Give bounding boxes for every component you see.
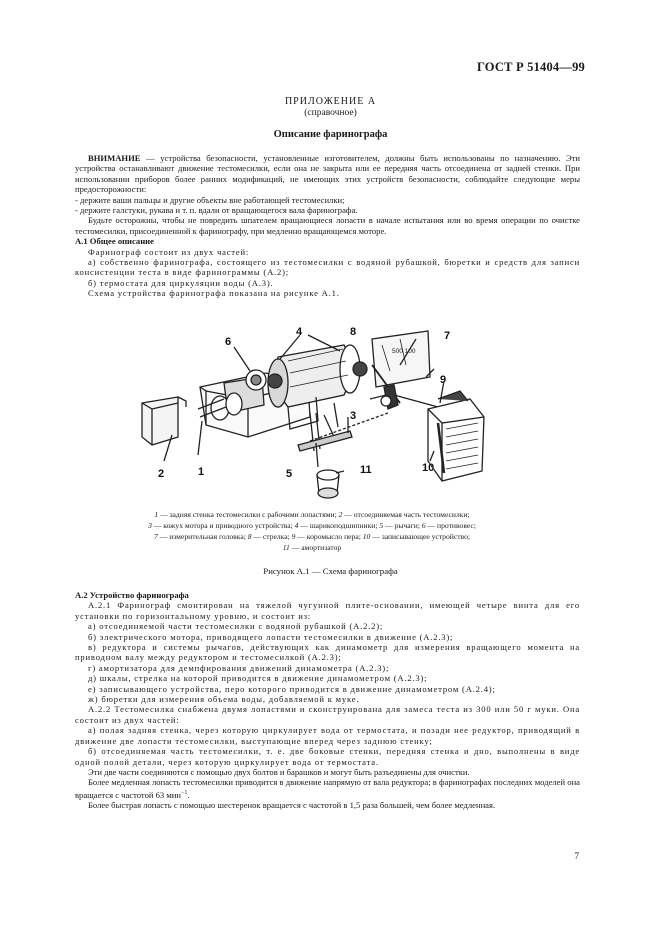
- legend-num: 5: [379, 521, 384, 530]
- legend-num: 1: [154, 510, 159, 519]
- diagram-callout-2: 2: [158, 468, 165, 480]
- diagram-bearing: [353, 362, 367, 376]
- diagram-callout-8: 8: [350, 326, 357, 338]
- legend-num: 7: [154, 532, 158, 541]
- diagram-callout-11: 11: [360, 464, 372, 476]
- caution-paragraph: Будьте осторожны, чтобы не повредить шпателем вращающиеся лопасти в начале испытания или во время операции по очистке тестомесилки, присоединенной к фаринографу, при медленно вращающемся моторе.: [75, 215, 580, 236]
- figure-caption: Рисунок А.1 — Схема фаринографа: [263, 566, 398, 576]
- a1-item: б) термостата для циркуляции воды (А.3).: [88, 277, 274, 288]
- legend-num: 10: [362, 532, 371, 541]
- standard-code: ГОСТ Р 51404—99: [476, 60, 585, 74]
- farinograph-diagram: [138, 325, 498, 507]
- diagram-scale-label: 500 100: [392, 348, 416, 355]
- a2-paragraph-text: Более медленная лопасть тестомесилки приводится в движение напрямую от вала редуктора; в фаринографах последних моделей она вращается с частотой 63 мин: [75, 777, 580, 800]
- legend-num: 3: [148, 521, 152, 530]
- legend-num: 2: [338, 510, 343, 519]
- a2-paragraph: Эти две части соединяются с помощью двух болтов и барашков и могут быть разъединены для очистки.: [88, 766, 470, 777]
- a1-figure-ref: Схема устройства фаринографа показана на рисунке А.1.: [88, 288, 340, 299]
- a2-item: е) записывающего устройства, перо которого приводится в движение динамометром (А.2.4);: [88, 683, 496, 694]
- legend-num: 8: [247, 532, 252, 541]
- diagram-damper: [317, 470, 339, 480]
- a2-paragraph: [75, 777, 580, 800]
- diagram-recorder: [428, 399, 484, 481]
- page-number: 7: [574, 851, 579, 861]
- warning-text: — устройства безопасности, установленные изготовителем, должны быть использованы по назначению. Эти устройства останавливают движение тестомесилки, если она не закрыта или ее передняя часть отсоединена от задней стенки. При использовании приборов более ранних модификаций, не имеющих этих устройств безопасности, соблюдайте следующие меры предосторожности:: [75, 153, 580, 195]
- a2-item: б) электрического мотора, приводящего лопасти тестомесилки в движение (А.2.3);: [88, 631, 454, 642]
- diagram-callout-5: 5: [286, 468, 293, 480]
- a2-paragraph: Более быстрая лопасть с помощью шестеренок вращается с частотой в 1,5 раза большей, чем более медленная.: [88, 799, 496, 810]
- legend-text: — отсоединяемая часть тестомесилки;: [342, 510, 470, 519]
- legend-text: — амортизатор: [289, 543, 342, 552]
- a2-heading: А.2 Устройство фаринографа: [75, 590, 189, 600]
- a2-item: в) редуктора и системы рычагов, действующих как динамометр для измерения вращающего момента на приводном валу между редуктором и тестомесилкой (А.2.3);: [75, 642, 580, 663]
- a2-paragraph-end: .: [187, 789, 190, 800]
- warning-item: - держите ваши пальцы и другие объекты вне работающей тестомесилки;: [75, 194, 345, 205]
- appendix-subtitle: (справочное): [304, 108, 357, 118]
- diagram-bearing: [268, 374, 282, 388]
- legend-text: — задняя стенка тестомесилки с рабочими лопастями;: [158, 510, 339, 519]
- a2-item: д) шкалы, стрелка на которой приводится в движение динамометром (А.2.3);: [88, 673, 428, 684]
- intro-text-block: [75, 153, 580, 299]
- appendix-title: ПРИЛОЖЕНИЕ А: [284, 96, 377, 107]
- legend-text: — записывающее устройство;: [370, 532, 470, 541]
- diagram-measuring-head: [372, 331, 430, 387]
- diagram-callout-1: 1: [198, 466, 205, 478]
- legend-text: — кожух мотора и приводного устройства;: [151, 521, 295, 530]
- a2-superscript: −1: [181, 789, 188, 796]
- diagram-callout-3: 3: [350, 410, 357, 422]
- warning-paragraph: [75, 153, 580, 195]
- legend-text: — измерительная головка;: [157, 532, 248, 541]
- legend-text: — коромысло пера;: [295, 532, 363, 541]
- legend-num: 6: [421, 521, 426, 530]
- a1-item: а) собственно фаринографа, состоящего из тестомесилки с водяной рубашкой, бюретки и средств для записи консистенции теста в виде фаринограммы (А.2);: [75, 257, 580, 278]
- legend-text: — противовес;: [425, 521, 476, 530]
- diagram-callout-4: 4: [296, 326, 303, 338]
- warning-item: - держите галстуки, рукава и т. п. вдали от вращающегося вала фаринографа.: [75, 205, 358, 216]
- a2-text-block: [75, 590, 580, 810]
- a1-heading: А.1 Общее описание: [75, 236, 154, 247]
- legend-num: 9: [291, 532, 296, 541]
- a2-paragraph: А.2.1 Фаринограф смонтирован на тяжелой чугунной плите-основании, имеющей четыре винта для его установки по горизонтальному уровню, и состоит из:: [75, 600, 580, 621]
- diagram-callout-6: 6: [225, 336, 232, 348]
- diagram-callout-10: 10: [422, 462, 435, 474]
- legend-text: — рычаги;: [383, 521, 422, 530]
- warning-lead: ВНИМАНИЕ: [88, 153, 141, 163]
- legend-num: 4: [294, 521, 299, 530]
- a2-paragraph: А.2.2 Тестомесилка снабжена двумя лопастями и сконструирована для замеса теста из 300 или 50 г муки. Она состоит из двух частей:: [75, 704, 580, 725]
- legend-text: — шарикоподшипники;: [298, 521, 380, 530]
- section-title: Описание фаринографа: [273, 129, 388, 140]
- a2-item: ж) бюретки для измерения объема воды, добавляемой к муке.: [88, 694, 360, 705]
- diagram-callout-7: 7: [444, 330, 451, 342]
- a2-item: б) отсоединяемая часть тестомесилки, т. е. две боковые стенки, передняя стенка и дно, выполнены в виде одной полой детали, через которую циркулирует вода от термостата.: [75, 746, 580, 767]
- a1-intro: Фаринограф состоит из двух частей:: [88, 246, 250, 257]
- legend-text: — стрелка;: [251, 532, 292, 541]
- a2-item: а) полая задняя стенка, через которую циркулирует вода от термостата, и позади нее редуктор, приводящий в движение две лопасти тестомесилки, выступающие вперед через заднюю стенку;: [75, 725, 580, 746]
- figure-legend: [92, 509, 532, 553]
- a2-item: а) отсоединяемой части тестомесилки с водяной рубашкой (А.2.2);: [88, 621, 384, 632]
- diagram-callout-9: 9: [440, 374, 447, 386]
- legend-num: 11: [282, 543, 290, 552]
- a2-item: г) амортизатора для демпфирования движений динамометра (А.2.3);: [88, 662, 390, 673]
